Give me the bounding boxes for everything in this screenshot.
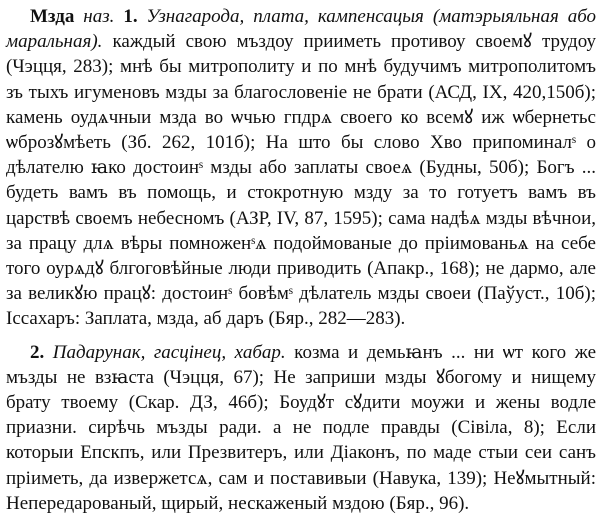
sense-definition: Узнагарода, плата, кампенсацыя (матэрыяльная або маральная).	[6, 6, 597, 53]
sense-citations: каждый свою мъздоу прииметь противоу своемꙋ трудоу (Чэцця, 283); мнѣ бы митрополиту и по мнѣ будучимъ митрополитомъ зъ тыхъ игуменовъ мзды за благословенiе не брати (АСД, IX, 420,150б); камень оудѧчныи мзда во ѡчью гпдрѧ своего ко всемꙋ иж ѡбернетьс ѡброзꙋмѣеть (Зб. 262, 101б); На што бы слово Хво припоминалˢ о дѣлателю ꙗко достоинˢ мзды або заплаты своеѧ (Будны, 50б); Богъ ... будеть вамъ въ помощь, и стокротную мзду за то готуетъ вамъ въ царствѣ своемъ небесномъ (АЗР, IV, 87, 1595); сама надѣѧ мзды вѣчнои, за працу длѧ вѣры помноженˢѧ подоймованые до прiимованьѧ на себе того оурѧдꙋ блгоговѣйные люди приводить (Апакр., 168); не дармо, але за великꙋю працꙋ: достоинˢ бовѣмˢ дѣлатель мзды своеи (Паўуст., 10б); Iссахаръ: Заплата, мзда, аб даръ (Бяр., 282—283).	[6, 31, 596, 330]
headword: Мзда	[30, 6, 75, 27]
sense-citations: козма и демьꙗнъ ... ни ѡт кого же мъзды не взꙗста (Чэцця, 67); Не заприши мзды ꙋбогому и нищему брату твоему (Скар. ДЗ, 46б); Боудꙋт сꙋдити моужи и жены водле приазни. сирѣчь мъзды ради. а не подле правды (Сiвiла, 8); Если которыи Епскпъ, или Презвитеръ, или Дiаконъ, по маде стыи сеи санъ прiиметь, да извержетсѧ, сам и поставивыи (Навука, 139); Неꙋмытный: Непередарованый, щирый, нескаженый мздою (Бяр., 96).	[6, 341, 597, 514]
sense-definition: Падарунак, гасцiнец, хабар.	[52, 341, 286, 363]
entry-sense-1	[6, 4, 596, 332]
sense-number: 2.	[30, 341, 45, 363]
sense-number: 1.	[123, 6, 138, 27]
entry-sense-2	[6, 340, 596, 516]
part-of-speech: наз.	[83, 6, 115, 27]
